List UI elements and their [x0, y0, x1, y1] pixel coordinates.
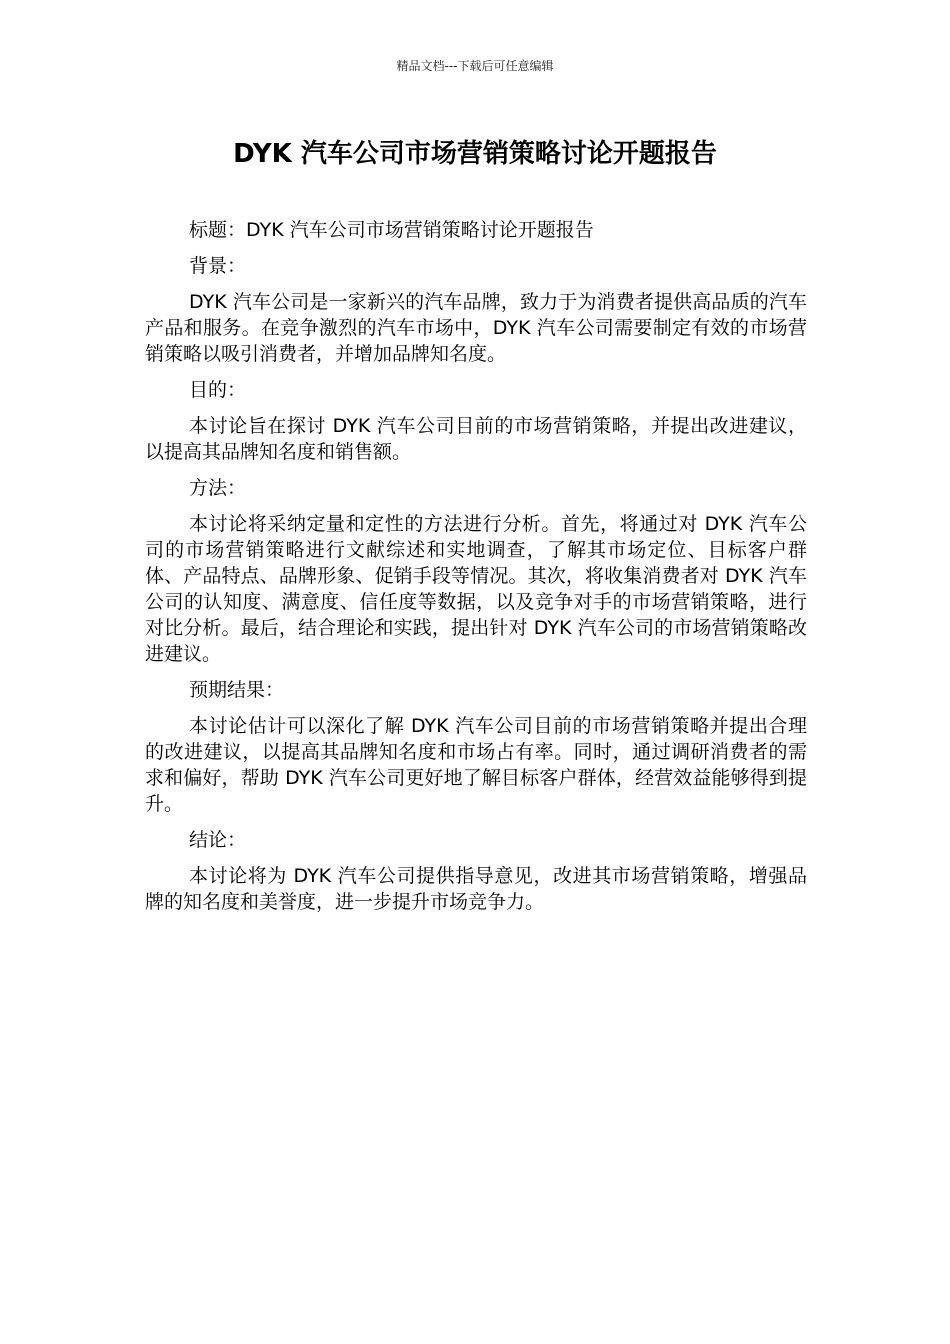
- paragraph-method: 本讨论将采纳定量和定性的方法进行分析。首先，将通过对 DYK 汽车公司的市场营销策略进行文献综述和实地调查，了解其市场定位、目标客户群体、产品特点、品牌形象、促销手段等情况。其次，将收集消费者对 DYK 汽车公司的认知度、满意度、信任度等数据，以及竞争对手的市场营销策略，进行对比分析。最后，结合理论和实践，提出针对 DYK 汽车公司的市场营销策略改进建议。: [145, 513, 807, 665]
- paragraph-conclusion: 本讨论将为 DYK 汽车公司提供指导意见，改进其市场营销策略，增强品牌的知名度和美誉度，进一步提升市场竞争力。: [145, 865, 807, 913]
- paragraph-purpose: 本讨论旨在探讨 DYK 汽车公司目前的市场营销策略，并提出改进建议，以提高其品牌知名度和销售额。: [145, 415, 807, 463]
- section-heading-background: 背景：: [189, 255, 247, 277]
- section-heading-expected-results: 预期结果：: [189, 679, 285, 701]
- document-title: DYK 汽车公司市场营销策略讨论开题报告: [233, 139, 717, 169]
- paragraph-background: DYK 汽车公司是一家新兴的汽车品牌，致力于为消费者提供高品质的汽车产品和服务。在竞争激烈的汽车市场中，DYK 汽车公司需要制定有效的市场营销策略以吸引消费者，并增加品牌知名度。: [145, 291, 807, 365]
- header-note: 精品文档---下载后可任意编辑: [396, 59, 554, 73]
- section-heading-method: 方法：: [189, 477, 247, 499]
- section-heading-purpose: 目的：: [189, 379, 247, 401]
- document-body: [145, 217, 807, 925]
- paragraph-topic: 标题：DYK 汽车公司市场营销策略讨论开题报告: [189, 219, 594, 241]
- paragraph-expected-results: 本讨论估计可以深化了解 DYK 汽车公司目前的市场营销策略并提出合理的改进建议，以提高其品牌知名度和市场占有率。同时，通过调研消费者的需求和偏好，帮助 DYK 汽车公司更好地了解目标客户群体，经营效益能够得到提升。: [145, 715, 807, 815]
- section-heading-conclusion: 结论：: [189, 829, 247, 851]
